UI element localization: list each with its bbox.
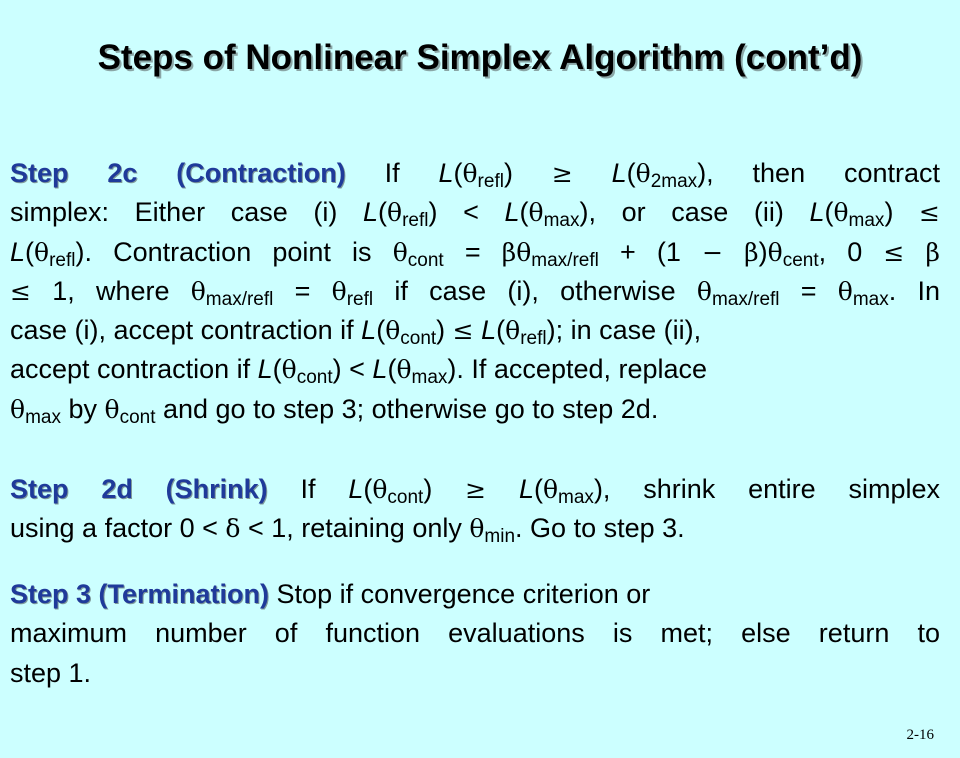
step-3-text-1: Stop if convergence criterion or (276, 579, 651, 609)
step-3-heading: Step 3 (Termination) (10, 579, 270, 609)
step-3-paragraph (10, 575, 940, 693)
step-2d-line-2: using a factor 0 < δ < 1, retaining only $\theta_{min}$. Go to step 3. (10, 513, 685, 548)
step-2d-line-1: Step 2d (Shrink) If $L(\theta_{cont}) \ge L(\theta_{max})$, shrink entire simplex (10, 474, 940, 508)
step-2c-line-2: simplex: Either case (i) $L(\theta_{refl}) < L(\theta_{max})$, or case (ii) $L(\theta_{max})$ ≤ (10, 197, 940, 232)
step-3-line-3: step 1. (10, 657, 92, 688)
step-2c-line-3: $L(\theta_{refl})$. Contraction point is $\theta_{cont} = \beta\theta_{max/refl} + (1 - \beta)\theta_{cent}$, 0 ≤ β (10, 236, 940, 271)
step-2c-line-4: ≤ 1, where $\theta_{max/refl} = \theta_{refl}$ if case (i), otherwise $\theta_{max/refl} = \theta_{max}$. In (10, 275, 940, 310)
step-2c-line-7: $\theta_{max}$ by $\theta_{cont}$ and go to step 3; otherwise go to step 2d. (10, 393, 659, 428)
page-number: 2-16 (906, 727, 934, 743)
step-2c-line-1: Step 2c (Contraction) If $L(\theta_{refl}) \ge L(\theta_{2max})$, then contract (10, 158, 940, 192)
step-3-line-2: maximum number of function evaluations is met; else return to (10, 618, 940, 649)
step-2d-paragraph (10, 470, 940, 549)
step-2d-heading: Step 2d (Shrink) (10, 474, 268, 504)
step-3-line-1 (10, 575, 940, 614)
slide-title: Steps of Nonlinear Simplex Algorithm (cont’d) (97, 38, 863, 77)
step-2c-heading: Step 2c (Contraction) (10, 158, 346, 188)
step-2c-paragraph (10, 154, 940, 429)
step-2c-line-6: accept contraction if $L(\theta_{cont}) < L(\theta_{max})$. If accepted, replace (10, 354, 708, 389)
step-2c-line-5: case (i), accept contraction if $L(\theta_{cont}) \le L(\theta_{refl})$; in case (ii), (10, 315, 702, 350)
